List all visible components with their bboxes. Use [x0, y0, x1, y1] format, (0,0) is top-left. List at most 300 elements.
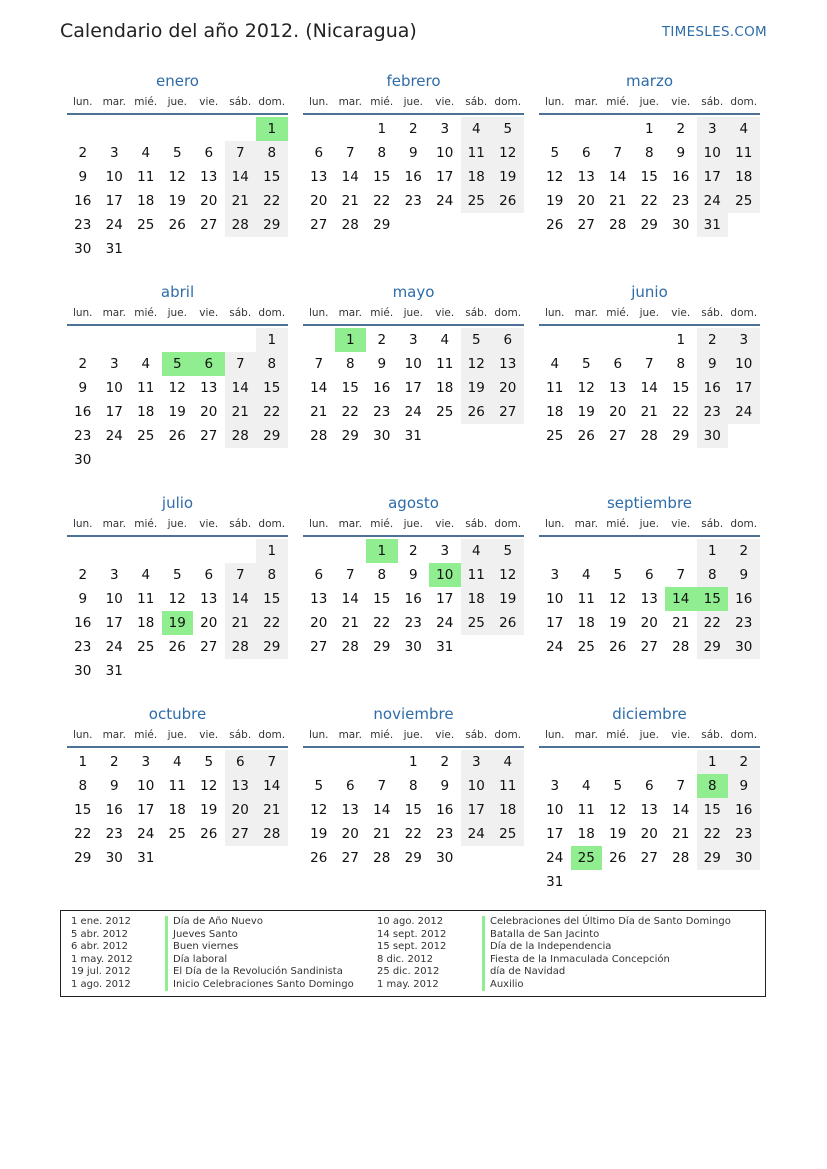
weekday-label: jue. — [639, 96, 659, 108]
day-cell: 24 — [546, 639, 564, 655]
day-cell: 13 — [492, 352, 524, 376]
weekday-label: mar. — [338, 729, 362, 741]
day-cell: 21 — [341, 193, 359, 209]
day-cell: 12 — [492, 563, 524, 587]
holiday-day-cell: 25 — [571, 846, 603, 870]
legend-dates-right — [377, 916, 446, 991]
header-divider — [303, 746, 524, 748]
weekday-label: vie. — [199, 307, 219, 319]
day-cell: 4 — [440, 332, 450, 348]
day-cell: 17 — [404, 380, 422, 396]
day-cell: 15 — [74, 802, 92, 818]
day-cell: 25 — [461, 611, 493, 635]
day-cell: 7 — [225, 563, 257, 587]
day-cell: 25 — [577, 639, 595, 655]
month-febrero — [303, 72, 524, 237]
day-cell: 18 — [492, 798, 524, 822]
day-cell: 29 — [640, 217, 658, 233]
weekday-header — [303, 305, 524, 324]
day-cell: 1 — [697, 750, 729, 774]
day-cell: 29 — [373, 217, 391, 233]
day-cell: 1 — [408, 754, 418, 770]
day-cell: 30 — [105, 850, 123, 866]
day-cell: 10 — [546, 802, 564, 818]
day-cell: 25 — [137, 639, 155, 655]
day-cell: 13 — [310, 169, 328, 185]
day-cell: 30 — [373, 428, 391, 444]
day-cell: 30 — [672, 217, 690, 233]
day-cell: 21 — [225, 189, 257, 213]
day-cell: 26 — [492, 611, 524, 635]
day-cell: 2 — [408, 121, 418, 137]
day-cell: 19 — [492, 587, 524, 611]
day-cell: 30 — [404, 639, 422, 655]
day-cell: 3 — [141, 754, 151, 770]
legend-holiday-name: día de Navidad — [482, 966, 731, 979]
weekday-label: vie. — [435, 518, 455, 530]
day-cell: 19 — [492, 165, 524, 189]
day-cell: 5 — [314, 778, 324, 794]
month-name: junio — [631, 283, 668, 301]
day-cell: 7 — [676, 778, 686, 794]
day-cell: 17 — [105, 404, 123, 420]
weekday-label: dom. — [494, 307, 522, 319]
day-cell: 19 — [200, 802, 218, 818]
day-cell: 22 — [256, 189, 288, 213]
day-cell: 9 — [78, 591, 88, 607]
day-cell: 2 — [697, 328, 729, 352]
day-cell: 15 — [256, 587, 288, 611]
day-cell: 31 — [697, 213, 729, 237]
day-cell: 10 — [137, 778, 155, 794]
day-cell: 4 — [728, 117, 760, 141]
weekday-label: mar. — [574, 729, 598, 741]
day-cell: 15 — [672, 380, 690, 396]
day-cell: 30 — [728, 846, 760, 870]
weekday-header — [67, 94, 288, 113]
day-cell: 28 — [609, 217, 627, 233]
day-cell: 20 — [640, 826, 658, 842]
legend-date: 25 dic. 2012 — [377, 966, 440, 977]
day-cell: 9 — [728, 774, 760, 798]
day-cell: 20 — [640, 615, 658, 631]
day-cell: 26 — [168, 639, 186, 655]
weekday-label: mar. — [574, 518, 598, 530]
day-cell: 2 — [728, 539, 760, 563]
weekday-label: mar. — [338, 307, 362, 319]
day-cell: 9 — [377, 356, 387, 372]
header-divider — [303, 535, 524, 537]
day-cell: 28 — [225, 213, 257, 237]
day-cell: 29 — [697, 846, 729, 870]
day-cell: 24 — [137, 826, 155, 842]
day-cell: 29 — [341, 428, 359, 444]
day-cell: 9 — [78, 380, 88, 396]
day-cell: 22 — [373, 193, 391, 209]
day-cell: 3 — [440, 121, 450, 137]
day-cell: 28 — [640, 428, 658, 444]
weekday-label: dom. — [730, 518, 758, 530]
header-divider — [539, 535, 760, 537]
day-cell: 8 — [256, 352, 288, 376]
day-cell: 6 — [204, 567, 214, 583]
month-mayo — [303, 283, 524, 448]
day-cell: 14 — [341, 591, 359, 607]
day-cell: 10 — [697, 141, 729, 165]
month-agosto — [303, 494, 524, 659]
legend-date: 6 abr. 2012 — [71, 941, 129, 952]
weekday-label: mar. — [574, 307, 598, 319]
day-cell: 18 — [137, 404, 155, 420]
day-cell: 16 — [672, 169, 690, 185]
month-name: octubre — [148, 705, 207, 723]
day-cell: 26 — [577, 428, 595, 444]
day-cell: 12 — [609, 802, 627, 818]
weekday-label: mar. — [102, 518, 126, 530]
day-cell: 21 — [225, 611, 257, 635]
weekday-label: mié. — [606, 729, 630, 741]
weekday-label: mar. — [574, 96, 598, 108]
legend-dates-left — [71, 916, 133, 991]
day-cell: 6 — [644, 567, 654, 583]
legend-holiday-name: Celebraciones del Último Día de Santo Domingo — [482, 916, 731, 929]
day-cell: 10 — [404, 356, 422, 372]
legend-date: 5 abr. 2012 — [71, 928, 129, 940]
legend-date: 1 ago. 2012 — [71, 978, 131, 990]
day-cell: 10 — [105, 169, 123, 185]
weekday-header — [539, 727, 760, 746]
day-cell: 26 — [200, 826, 218, 842]
day-cell: 13 — [200, 169, 218, 185]
day-cell: 3 — [109, 356, 119, 372]
day-cell: 27 — [492, 400, 524, 424]
day-cell: 6 — [314, 145, 324, 161]
day-cell: 21 — [310, 404, 328, 420]
header-divider — [67, 324, 288, 326]
legend-date: 1 may. 2012 — [71, 953, 133, 965]
day-cell: 28 — [225, 635, 257, 659]
day-cell: 27 — [577, 217, 595, 233]
days-grid — [67, 750, 288, 870]
day-cell: 14 — [256, 774, 288, 798]
day-cell: 18 — [546, 404, 564, 420]
weekday-label: dom. — [258, 729, 286, 741]
day-cell: 16 — [74, 615, 92, 631]
weekday-label: jue. — [403, 307, 423, 319]
day-cell: 22 — [697, 822, 729, 846]
weekday-label: vie. — [671, 729, 691, 741]
weekday-label: vie. — [199, 518, 219, 530]
day-cell: 28 — [341, 217, 359, 233]
weekday-label: dom. — [494, 518, 522, 530]
month-abril — [67, 283, 288, 472]
day-cell: 5 — [204, 754, 214, 770]
day-cell: 25 — [137, 217, 155, 233]
day-cell: 29 — [256, 213, 288, 237]
day-cell: 9 — [676, 145, 686, 161]
day-cell: 14 — [640, 380, 658, 396]
days-grid — [67, 117, 288, 261]
weekday-label: jue. — [403, 518, 423, 530]
day-cell: 22 — [640, 193, 658, 209]
weekday-label: vie. — [435, 729, 455, 741]
day-cell: 4 — [492, 750, 524, 774]
day-cell: 19 — [609, 615, 627, 631]
weekday-label: sáb. — [465, 729, 488, 741]
header-divider — [539, 113, 760, 115]
weekday-label: mar. — [102, 307, 126, 319]
day-cell: 12 — [492, 141, 524, 165]
day-cell: 18 — [137, 193, 155, 209]
day-cell: 27 — [341, 850, 359, 866]
day-cell: 11 — [137, 380, 155, 396]
header-divider — [67, 113, 288, 115]
day-cell: 21 — [256, 798, 288, 822]
day-cell: 26 — [168, 428, 186, 444]
day-cell: 28 — [341, 639, 359, 655]
day-cell: 22 — [256, 400, 288, 424]
legend-date: 14 sept. 2012 — [377, 928, 447, 940]
days-grid — [539, 539, 760, 659]
day-cell: 10 — [436, 145, 454, 161]
day-cell: 7 — [613, 145, 623, 161]
day-cell: 23 — [74, 217, 92, 233]
day-cell: 1 — [256, 328, 288, 352]
day-cell: 2 — [78, 145, 88, 161]
day-cell: 3 — [697, 117, 729, 141]
day-cell: 20 — [200, 193, 218, 209]
day-cell: 29 — [697, 635, 729, 659]
holiday-day-cell: 14 — [665, 587, 697, 611]
day-cell: 4 — [461, 539, 493, 563]
legend-date: 8 dic. 2012 — [377, 953, 433, 965]
day-cell: 24 — [105, 428, 123, 444]
weekday-label: lun. — [308, 518, 329, 530]
day-cell: 16 — [697, 376, 729, 400]
day-cell: 2 — [78, 356, 88, 372]
day-cell: 8 — [377, 145, 387, 161]
legend-holiday-name: Fiesta de la Inmaculada Concepción — [482, 954, 731, 967]
day-cell: 8 — [676, 356, 686, 372]
day-cell: 9 — [697, 352, 729, 376]
day-cell: 19 — [168, 404, 186, 420]
days-grid — [539, 750, 760, 894]
day-cell: 19 — [461, 376, 493, 400]
legend-date: 10 ago. 2012 — [377, 916, 444, 927]
day-cell: 14 — [225, 587, 257, 611]
month-name: abril — [160, 283, 195, 301]
holiday-day-cell: 6 — [193, 352, 225, 376]
day-cell: 16 — [404, 169, 422, 185]
day-cell: 16 — [373, 380, 391, 396]
day-cell: 9 — [440, 778, 450, 794]
day-cell: 23 — [74, 428, 92, 444]
header-divider — [67, 746, 288, 748]
day-cell: 12 — [546, 169, 564, 185]
legend-date: 1 may. 2012 — [377, 978, 439, 990]
day-cell: 17 — [728, 376, 760, 400]
weekday-label: lun. — [308, 96, 329, 108]
day-cell: 27 — [225, 822, 257, 846]
weekday-label: sáb. — [701, 518, 724, 530]
day-cell: 2 — [109, 754, 119, 770]
legend-holiday-name: Buen viernes — [165, 941, 354, 954]
month-septiembre — [539, 494, 760, 659]
day-cell: 2 — [676, 121, 686, 137]
weekday-label: jue. — [639, 307, 659, 319]
day-cell: 6 — [492, 328, 524, 352]
day-cell: 3 — [109, 145, 119, 161]
day-cell: 23 — [105, 826, 123, 842]
day-cell: 13 — [200, 380, 218, 396]
weekday-label: sáb. — [701, 729, 724, 741]
day-cell: 3 — [461, 750, 493, 774]
day-cell: 15 — [373, 591, 391, 607]
weekday-label: jue. — [639, 518, 659, 530]
day-cell: 7 — [345, 567, 355, 583]
day-cell: 16 — [74, 193, 92, 209]
day-cell: 29 — [672, 428, 690, 444]
day-cell: 13 — [341, 802, 359, 818]
holiday-legend — [60, 910, 766, 997]
day-cell: 9 — [109, 778, 119, 794]
day-cell: 14 — [609, 169, 627, 185]
day-cell: 9 — [408, 145, 418, 161]
day-cell: 2 — [78, 567, 88, 583]
weekday-label: dom. — [258, 96, 286, 108]
weekday-label: sáb. — [229, 518, 252, 530]
weekday-label: lun. — [72, 96, 93, 108]
day-cell: 28 — [310, 428, 328, 444]
weekday-label: jue. — [167, 518, 187, 530]
day-cell: 7 — [314, 356, 324, 372]
weekday-label: jue. — [167, 729, 187, 741]
legend-holiday-name: Jueves Santo — [165, 929, 354, 942]
day-cell: 8 — [697, 563, 729, 587]
weekday-label: mié. — [370, 307, 394, 319]
day-cell: 23 — [74, 639, 92, 655]
day-cell: 29 — [256, 424, 288, 448]
weekday-label: mié. — [606, 518, 630, 530]
day-cell: 14 — [341, 169, 359, 185]
day-cell: 18 — [436, 380, 454, 396]
day-cell: 8 — [256, 563, 288, 587]
day-cell: 18 — [461, 587, 493, 611]
day-cell: 11 — [546, 380, 564, 396]
day-cell: 5 — [581, 356, 591, 372]
weekday-label: vie. — [199, 729, 219, 741]
day-cell: 24 — [728, 400, 760, 424]
day-cell: 9 — [78, 169, 88, 185]
day-cell: 18 — [728, 165, 760, 189]
day-cell: 5 — [172, 567, 182, 583]
day-cell: 20 — [341, 826, 359, 842]
day-cell: 20 — [310, 193, 328, 209]
day-cell: 20 — [492, 376, 524, 400]
day-cell: 2 — [728, 750, 760, 774]
day-cell: 16 — [74, 404, 92, 420]
weekday-label: lun. — [544, 729, 565, 741]
day-cell: 17 — [697, 165, 729, 189]
legend-holiday-name: Batalla de San Jacinto — [482, 929, 731, 942]
day-cell: 14 — [225, 165, 257, 189]
day-cell: 22 — [373, 615, 391, 631]
day-cell: 25 — [168, 826, 186, 842]
day-cell: 5 — [492, 539, 524, 563]
month-julio — [67, 494, 288, 683]
weekday-label: lun. — [308, 729, 329, 741]
day-cell: 25 — [137, 428, 155, 444]
day-cell: 11 — [436, 356, 454, 372]
weekday-label: jue. — [167, 307, 187, 319]
day-cell: 11 — [577, 802, 595, 818]
day-cell: 14 — [310, 380, 328, 396]
day-cell: 7 — [377, 778, 387, 794]
page-title: Calendario del año 2012. (Nicaragua) — [60, 20, 417, 42]
weekday-label: dom. — [494, 729, 522, 741]
day-cell: 4 — [141, 356, 151, 372]
day-cell: 19 — [546, 193, 564, 209]
day-cell: 27 — [310, 639, 328, 655]
day-cell: 8 — [256, 141, 288, 165]
day-cell: 13 — [609, 380, 627, 396]
day-cell: 31 — [546, 874, 564, 890]
weekday-label: dom. — [258, 307, 286, 319]
month-name: mayo — [392, 283, 435, 301]
day-cell: 15 — [256, 376, 288, 400]
day-cell: 31 — [404, 428, 422, 444]
day-cell: 27 — [640, 639, 658, 655]
day-cell: 18 — [577, 615, 595, 631]
day-cell: 16 — [728, 798, 760, 822]
day-cell: 4 — [461, 117, 493, 141]
day-cell: 20 — [609, 404, 627, 420]
weekday-label: vie. — [435, 307, 455, 319]
days-grid — [303, 117, 524, 237]
day-cell: 22 — [697, 611, 729, 635]
day-cell: 19 — [609, 826, 627, 842]
legend-holiday-name: Día de la Independencia — [482, 941, 731, 954]
legend-holiday-name: El Día de la Revolución Sandinista — [165, 966, 354, 979]
weekday-label: dom. — [730, 96, 758, 108]
day-cell: 28 — [672, 850, 690, 866]
day-cell: 8 — [644, 145, 654, 161]
day-cell: 19 — [168, 193, 186, 209]
day-cell: 26 — [609, 639, 627, 655]
month-octubre — [67, 705, 288, 870]
day-cell: 15 — [373, 169, 391, 185]
weekday-label: jue. — [403, 729, 423, 741]
day-cell: 17 — [461, 798, 493, 822]
day-cell: 23 — [672, 193, 690, 209]
day-cell: 24 — [546, 850, 564, 866]
day-cell: 19 — [577, 404, 595, 420]
weekday-label: mar. — [102, 96, 126, 108]
weekday-label: lun. — [544, 518, 565, 530]
day-cell: 12 — [168, 591, 186, 607]
days-grid — [303, 328, 524, 448]
day-cell: 23 — [373, 404, 391, 420]
day-cell: 7 — [256, 750, 288, 774]
day-cell: 25 — [546, 428, 564, 444]
brand-link[interactable]: TIMESLES.COM — [661, 24, 767, 40]
day-cell: 20 — [310, 615, 328, 631]
day-cell: 22 — [256, 611, 288, 635]
day-cell: 21 — [341, 615, 359, 631]
day-cell: 5 — [550, 145, 560, 161]
holiday-day-cell: 8 — [697, 774, 729, 798]
day-cell: 26 — [546, 217, 564, 233]
